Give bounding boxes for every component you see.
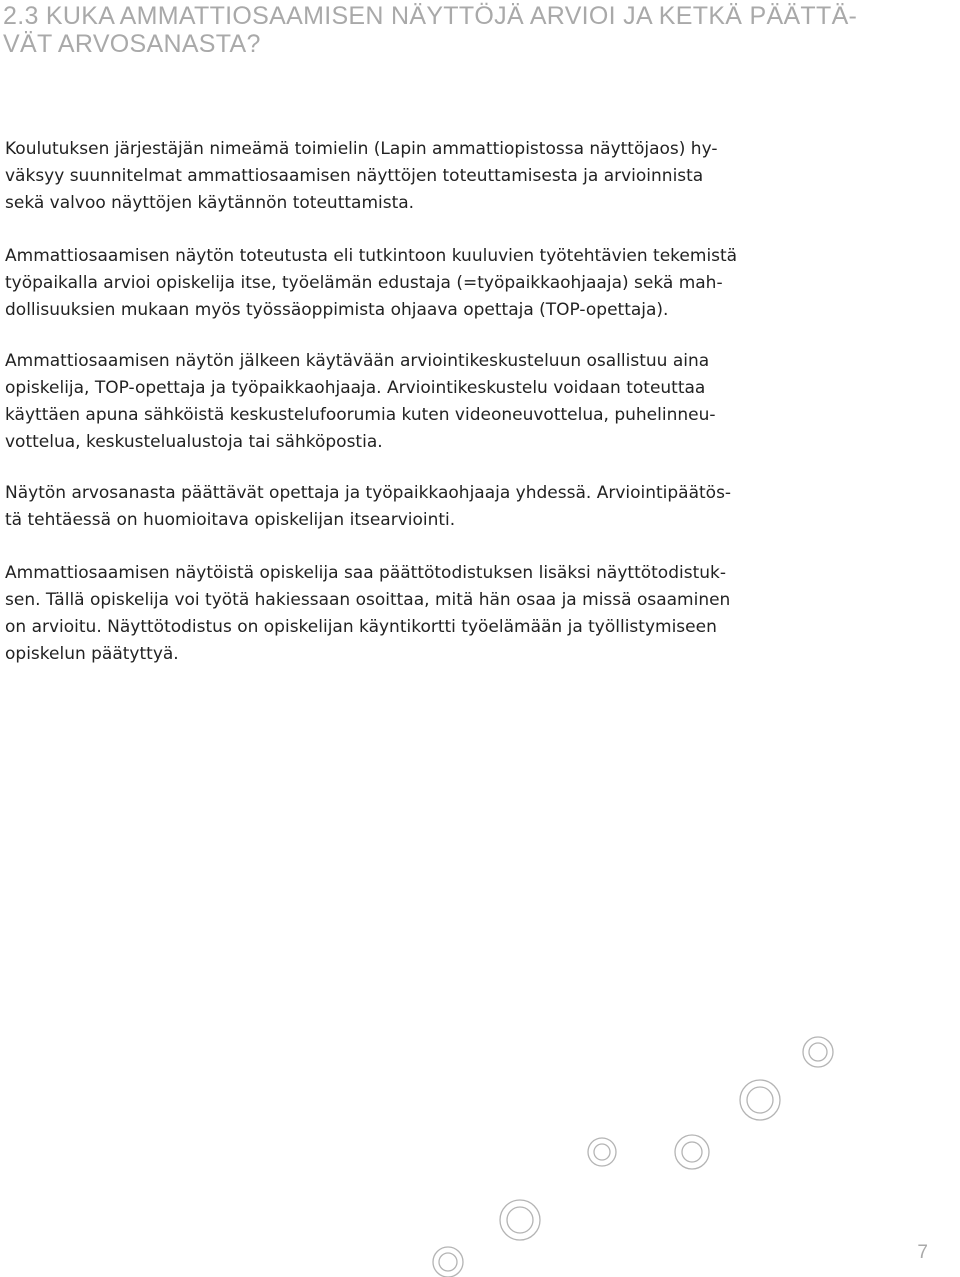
paragraph-line: dollisuuksien mukaan myös työssäoppimista ohjaava opettaja (TOP-opettaja). xyxy=(5,300,669,320)
paragraph-line: sen. Tällä opiskelija voi työtä hakiessaan osoittaa, mitä hän osaa ja missä osaaminen xyxy=(5,590,731,610)
paragraph-line: Näytön arvosanasta päättävät opettaja ja työpaikkaohjaaja yhdessä. Arviointipäätös- xyxy=(5,483,732,503)
paragraph-line: tä tehtäessä on huomioitava opiskelijan itsearviointi. xyxy=(5,510,456,530)
decorative-ring xyxy=(809,1043,827,1061)
decorative-ring xyxy=(740,1080,780,1120)
paragraph-line: väksyy suunnitelmat ammattiosaamisen näyttöjen toteuttamisesta ja arvioinnista xyxy=(5,166,704,186)
paragraph-line: opiskelun päätyttyä. xyxy=(5,644,179,664)
decorative-ring xyxy=(675,1135,709,1169)
decorative-ring xyxy=(433,1247,463,1277)
page-number: 7 xyxy=(917,1242,928,1263)
decorative-ring xyxy=(594,1144,610,1160)
paragraph-line: Ammattiosaamisen näytön toteutusta eli tutkintoon kuuluvien työtehtävien tekemistä xyxy=(5,246,738,266)
decorative-ring xyxy=(747,1087,773,1113)
decorative-ring xyxy=(588,1138,616,1166)
paragraph-line: Ammattiosaamisen näytöistä opiskelija saa päättötodistuksen lisäksi näyttötodistuk- xyxy=(5,563,726,583)
decorative-ring xyxy=(507,1207,533,1233)
decorative-ring xyxy=(500,1200,540,1240)
paragraph-line: on arvioitu. Näyttötodistus on opiskelijan käyntikortti työelämään ja työllistymiseen xyxy=(5,617,717,637)
paragraph-line: käyttäen apuna sähköistä keskustelufoorumia kuten videoneuvottelua, puhelinneu- xyxy=(5,405,716,425)
paragraph-line: Ammattiosaamisen näytön jälkeen käytävään arviointikeskusteluun osallistuu aina xyxy=(5,351,710,371)
paragraph-line: Koulutuksen järjestäjän nimeämä toimielin (Lapin ammattiopistossa näyttöjaos) hy- xyxy=(5,139,718,159)
decorative-ring xyxy=(803,1037,833,1067)
heading-line: VÄT ARVOSANASTA? xyxy=(3,30,261,58)
decorative-ring xyxy=(439,1253,457,1271)
paragraph-line: työpaikalla arvioi opiskelija itse, työelämän edustaja (=työpaikkaohjaaja) sekä mah- xyxy=(5,273,723,293)
paragraph-line: sekä valvoo näyttöjen käytännön toteuttamista. xyxy=(5,193,415,213)
paragraph-line: opiskelija, TOP-opettaja ja työpaikkaohjaaja. Arviointikeskustelu voidaan toteuttaa xyxy=(5,378,706,398)
heading-line: 2.3 KUKA AMMATTIOSAAMISEN NÄYTTÖJÄ ARVIOI JA KETKÄ PÄÄTTÄ- xyxy=(3,2,858,30)
decorative-ring xyxy=(682,1142,702,1162)
paragraph-line: vottelua, keskustelualustoja tai sähköpostia. xyxy=(5,432,383,452)
